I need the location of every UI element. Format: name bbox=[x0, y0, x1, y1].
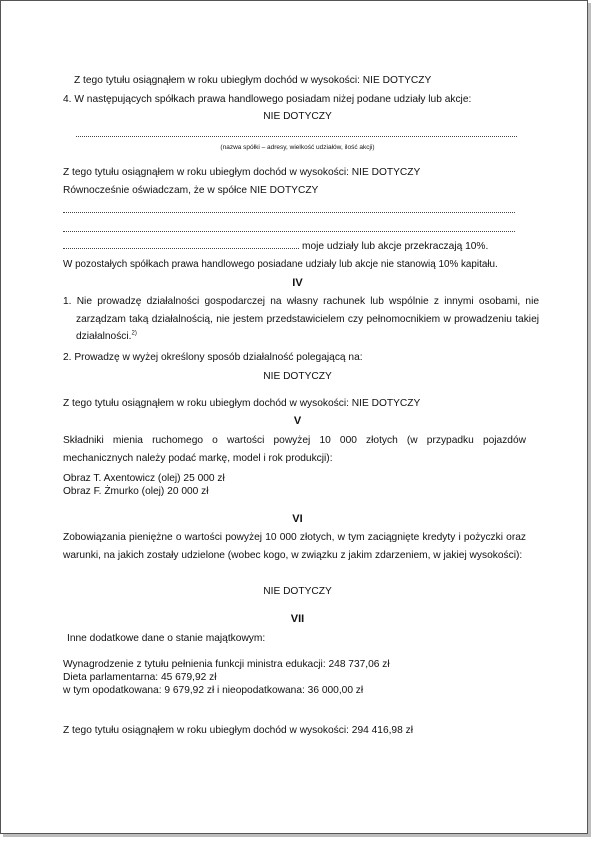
dotted-line bbox=[63, 212, 515, 213]
p3-income: Z tego tytułu osiągnąłem w roku ubiegłym dochód w wysokości: NIE DOTYCZY bbox=[74, 75, 432, 86]
p4-caption: (nazwa spółki – adresy, wielkość udziałów, ilość akcji) bbox=[220, 144, 375, 151]
section-vii-heading: VII bbox=[290, 613, 305, 625]
item-1-text: 1. Nie prowadzę działalności gospodarczej na własny rachunek lub wspólnie z innymi osobami, nie zarządzam taką działalnością, nie jestem przedstawicielem czy pełnomocnikiem w prowadzeniu takiej działalności. bbox=[63, 296, 539, 342]
section-iv-item-1 bbox=[63, 293, 539, 346]
footnote-ref: 2) bbox=[131, 330, 137, 337]
p4-tail: moje udziały lub akcje przekraczają 10%. bbox=[302, 241, 489, 252]
section-v-heading: V bbox=[293, 415, 302, 427]
section-vi-text: Zobowiązania pieniężne o wartości powyżej 10 000 złotych, w tym zaciągnięte kredyty i pożyczki oraz warunki, na jakich zostały udzielone (wobec kogo, w związku z jakim zdarzeniem, w jakiej wysokości): bbox=[63, 532, 526, 561]
section-iv-item-2: 2. Prowadzę w wyżej określony sposób działalność polegającą na: bbox=[63, 352, 363, 363]
section-vii-income: Z tego tytułu osiągnąłem w roku ubiegłym dochód w wysokości: 294 416,98 zł bbox=[63, 725, 413, 736]
dotted-line bbox=[63, 248, 299, 249]
section-v-text: Składniki mienia ruchomego o wartości powyżej 10 000 złotych (w przypadku pojazdów mechanicznych należy podać markę, model i rok produkcji): bbox=[63, 435, 526, 464]
dotted-line bbox=[76, 136, 517, 137]
section-vii-intro: Inne dodatkowe dane o stanie majątkowym: bbox=[67, 633, 266, 644]
section-vi-heading: VI bbox=[292, 513, 303, 525]
section-iv-heading: IV bbox=[292, 277, 303, 289]
p4-value: NIE DOTYCZY bbox=[263, 111, 332, 122]
section-vii-line-1: Wynagrodzenie z tytułu pełnienia funkcji ministra edukacji: 248 737,06 zł bbox=[63, 659, 390, 670]
section-vii-line-2: Dieta parlamentarna: 45 679,92 zł bbox=[63, 672, 217, 683]
section-v-item-1: Obraz T. Axentowicz (olej) 25 000 zł bbox=[63, 473, 225, 484]
dotted-line bbox=[63, 231, 515, 232]
section-iv-value: NIE DOTYCZY bbox=[263, 371, 332, 382]
p4-simultaneous: Równocześnie oświadczam, że w spółce NIE DOTYCZY bbox=[63, 185, 319, 196]
section-v-item-2: Obraz F. Żmurko (olej) 20 000 zł bbox=[63, 486, 209, 497]
p4-other: W pozostałych spółkach prawa handlowego posiadane udziały lub akcje nie stanowią 10% kapitału. bbox=[63, 259, 498, 270]
p4-income: Z tego tytułu osiągnąłem w roku ubiegłym dochód w wysokości: NIE DOTYCZY bbox=[63, 167, 421, 178]
p4-shares-heading: 4. W następujących spółkach prawa handlowego posiadam niżej podane udziały lub akcje: bbox=[63, 94, 472, 105]
section-vi-value: NIE DOTYCZY bbox=[263, 586, 332, 597]
section-vii-line-3: w tym opodatkowana: 9 679,92 zł i nieopodatkowana: 36 000,00 zł bbox=[63, 685, 364, 696]
section-iv-income: Z tego tytułu osiągnąłem w roku ubiegłym dochód w wysokości: NIE DOTYCZY bbox=[63, 398, 421, 409]
